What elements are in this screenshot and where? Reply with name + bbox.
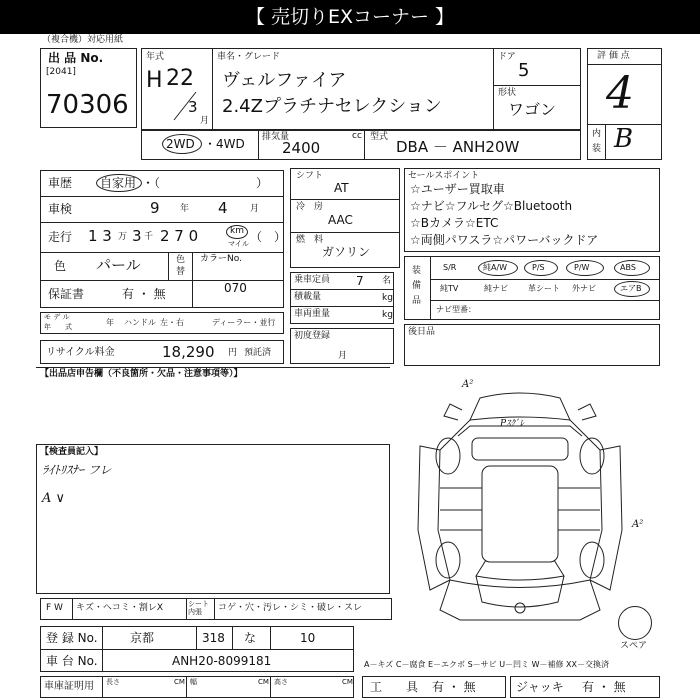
year-month-unit: 月: [200, 116, 210, 126]
model-value: DBA － ANH20W: [396, 138, 520, 156]
mark-paint: Pｽｸﾞﾚ: [500, 419, 525, 429]
inspection-year-unit: 年: [180, 204, 190, 214]
equipment-label-1: 装: [412, 266, 422, 276]
cert-width-unit: CM: [258, 678, 269, 686]
seller-note-label: 【出品店申告欄（不良箇所・欠品・注意事項等）】: [40, 369, 243, 379]
inspector-note-1: ﾗｲﾄﾘｽﾅｰ フレ: [42, 463, 112, 477]
mileage-d1: 1 3: [88, 227, 112, 245]
displacement-unit: cc: [352, 131, 362, 141]
mileage-d3: 2 7 0: [160, 227, 199, 245]
capacity-label: 乗車定員: [294, 275, 331, 285]
mileage-label: 走行: [48, 230, 73, 244]
banner-title: 【 売切りEXコーナー 】: [0, 0, 700, 34]
sales-point-1: ☆ユーザー買取車: [410, 182, 505, 196]
history-label: 車歴: [48, 176, 73, 190]
car-diagram: [410, 380, 630, 630]
mileage-d2: 3: [132, 227, 142, 245]
doors-value: 5: [518, 60, 530, 81]
spare-label: スペア: [620, 641, 648, 651]
equip-abs: ABS: [620, 263, 636, 272]
color-value: パール: [96, 256, 141, 274]
load-label: 積載量: [294, 292, 322, 302]
displacement-value: 2400: [282, 139, 321, 157]
registration-place: 京都: [130, 631, 155, 645]
jack-value: 有 ・ 無: [582, 680, 626, 694]
lot-number: 70306: [46, 90, 129, 120]
recycle-unit: 円: [228, 348, 238, 358]
load-unit: kg: [382, 293, 393, 303]
handle-label: ハンドル: [124, 318, 156, 327]
shift-value: AT: [334, 181, 349, 195]
cert-length-unit: CM: [174, 678, 185, 686]
sales-point-4: ☆両側パワスラ☆パワーバックドア: [410, 233, 599, 247]
registration-class: 318: [202, 631, 225, 645]
displacement-label: 排気量: [262, 132, 290, 142]
car-name: ヴェルファイア: [222, 70, 347, 91]
body-type-value: ワゴン: [508, 100, 557, 119]
defects-items: キズ・ヘコミ・割レX: [76, 603, 163, 613]
lot-code: [2041]: [46, 67, 76, 77]
jack-label: ジャッキ: [516, 680, 564, 694]
sales-points-label: セールスポイント: [408, 171, 480, 181]
rating-value: 4: [606, 68, 634, 119]
cert-height-unit: CM: [342, 678, 353, 686]
equipment-label-2: 備: [412, 281, 422, 291]
drive-2wd: 2WD: [166, 137, 195, 151]
rear-items-box: [404, 324, 660, 366]
inspector-label: 【検査員記入】: [40, 447, 104, 457]
registration-label: 登 録 No.: [46, 631, 98, 645]
weight-label: 車両重量: [294, 309, 331, 319]
body-type-label: 形状: [498, 88, 517, 98]
mark-a2-top: A²: [462, 379, 474, 390]
registration-kana: な: [244, 631, 257, 645]
equip-navi: 純ナビ: [484, 284, 508, 293]
equip-pw: P/W: [574, 263, 590, 272]
year-value: 22: [166, 66, 194, 91]
inspection-month: 4: [218, 199, 228, 217]
history-value: 自家用: [100, 176, 137, 190]
drive-4wd: 4WD: [216, 137, 245, 151]
model-year-unit: 年: [106, 318, 114, 327]
chassis-value: ANH20-8099181: [172, 654, 272, 668]
ac-label: 冷 房: [296, 202, 324, 212]
mileage-mile: マイル: [228, 240, 249, 248]
equip-airbag: エアB: [620, 284, 642, 293]
recycle-value: 18,290: [162, 343, 215, 361]
recycle-note: 預託済: [244, 348, 272, 358]
warranty-label: 保証書: [48, 287, 85, 301]
inspection-month-unit: 月: [250, 204, 260, 214]
fuel-label: 燃 料: [296, 235, 324, 245]
mileage-u2: 千: [144, 232, 154, 242]
defects-seat-label: シート 内張: [188, 600, 209, 616]
warranty-value: 有 ・ 無: [122, 287, 166, 301]
equip-aw: 純A/W: [483, 263, 508, 272]
car-grade: 2.4Zプラチナセレクション: [222, 96, 442, 117]
ac-value: AAC: [328, 213, 353, 227]
mark-a2-right: A²: [632, 519, 644, 530]
equip-ext-navi: 外ナビ: [572, 284, 596, 293]
rating-label: 評 価 点: [597, 51, 630, 61]
capacity-unit: 名: [382, 276, 392, 286]
interior-value: B: [614, 124, 634, 154]
history-rest: ・（ ）: [142, 176, 269, 190]
chassis-label: 車 台 No.: [46, 654, 98, 668]
defects-fw: F W: [46, 603, 63, 613]
equipment-label-3: 品: [412, 296, 422, 306]
cert-height: 高さ: [274, 678, 288, 686]
lot-label: 出 品 No.: [48, 51, 104, 65]
registration-number: 10: [300, 631, 316, 645]
color-code: 070: [224, 281, 247, 295]
paper-note: （複合機）対応用紙: [42, 35, 124, 45]
interior-label-2: 装: [592, 144, 602, 154]
tools-label: 工 具: [370, 680, 419, 694]
inspection-label: 車検: [48, 202, 73, 216]
rear-items-label: 後日品: [408, 327, 436, 337]
mileage-km: km: [230, 226, 244, 236]
dealer-label: ディーラー・並行: [212, 318, 276, 327]
cert-label: 車庫証明用: [44, 681, 94, 692]
cert-width: 幅: [190, 678, 197, 686]
color-label: 色: [54, 259, 67, 273]
equip-leather: 革シート: [528, 284, 560, 293]
first-reg-unit: 月: [338, 351, 348, 361]
fuel-value: ガソリン: [322, 245, 371, 259]
equip-ps: P/S: [532, 263, 545, 272]
cert-length: 長さ: [106, 678, 120, 686]
model-year-label-1: モ デ ル: [44, 313, 70, 321]
defects-seat-items: コゲ・穴・汚レ・シミ・破レ・スレ: [218, 603, 363, 613]
year-month: 3: [188, 98, 198, 116]
model-year-label-2: 年 式: [44, 323, 72, 331]
equip-sr: S/R: [443, 263, 457, 272]
spare-tire-icon: [618, 606, 652, 640]
year-label: 年式: [146, 52, 165, 62]
weight-unit: kg: [382, 310, 393, 320]
color-change-2: 替: [176, 267, 186, 277]
capacity-value: 7: [356, 274, 364, 288]
recycle-label: リサイクル料金: [46, 347, 115, 358]
color-code-label: カラーNo.: [200, 254, 242, 264]
car-name-label: 車名・グレード: [217, 52, 281, 62]
shift-label: シフト: [296, 171, 324, 181]
inspection-year: 9: [150, 199, 160, 217]
navi-model-label: ナビ型番：: [436, 305, 476, 314]
first-reg-label: 初度登録: [294, 331, 331, 341]
doors-label: ドア: [498, 52, 516, 62]
sales-point-2: ☆ナビ☆フルセグ☆Bluetooth: [410, 199, 573, 213]
mileage-u1: 万: [118, 232, 128, 242]
interior-label-1: 内: [592, 129, 602, 139]
color-change-1: 色: [176, 255, 186, 265]
mileage-paren: （ ）: [250, 230, 287, 244]
tools-value: 有 ・ 無: [432, 680, 476, 694]
damage-legend: A－キズ C－腐食 E－エクボ S－サビ U－凹ミ W－補修 XX－交換済: [364, 660, 610, 669]
sales-point-3: ☆Bカメラ☆ETC: [410, 216, 499, 230]
equip-tv: 純TV: [440, 284, 459, 293]
year-era: H: [146, 68, 163, 93]
inspector-note-2: A ∨: [42, 491, 66, 506]
handle-value: 左・右: [160, 318, 184, 327]
model-label: 型式: [370, 132, 389, 142]
